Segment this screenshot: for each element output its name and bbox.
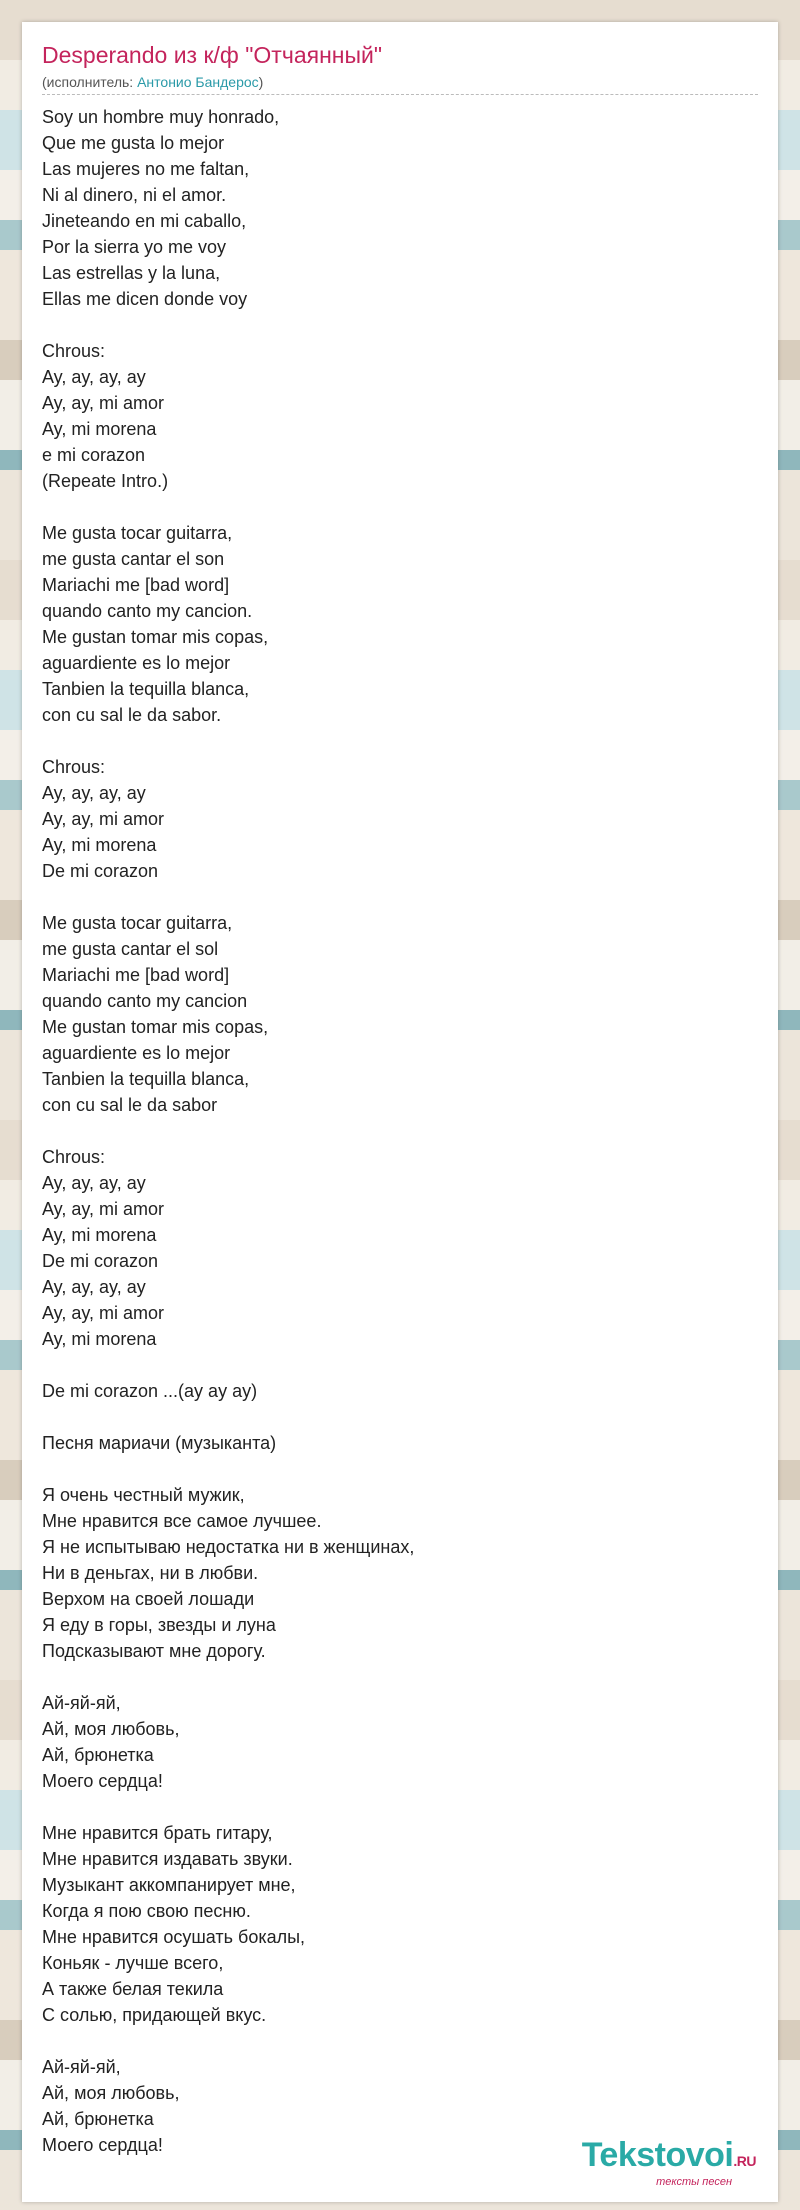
lyric-line: Ay, ay, ay, ay (42, 367, 146, 387)
lyric-line: Подсказывают мне дорогу. (42, 1641, 266, 1661)
lyric-line: Верхом на своей лошади (42, 1589, 255, 1609)
lyric-line: Я не испытываю недостатка ни в женщинах, (42, 1537, 415, 1557)
lyric-line: Моего сердца! (42, 1771, 163, 1791)
lyric-line: Me gusta tocar guitarra, (42, 913, 233, 933)
lyric-line: aguardiente es lo mejor (42, 653, 231, 673)
lyric-blank-line (42, 1118, 742, 1144)
lyric-line: Chrous: (42, 341, 106, 361)
lyric-line: con cu sal le da sabor (42, 1095, 218, 1115)
lyric-line: Ay, ay, mi amor (42, 1199, 165, 1219)
lyric-line: Ай-яй-яй, (42, 2057, 121, 2077)
lyric-line: Mariachi me [bad word] (42, 575, 230, 595)
lyric-line: Ay, ay, mi amor (42, 393, 165, 413)
artist-line (42, 74, 263, 90)
lyric-line: Chrous: (42, 1147, 106, 1167)
lyric-line: Las mujeres no me faltan, (42, 159, 250, 179)
lyric-line: Tanbien la tequilla blanca, (42, 1069, 250, 1089)
lyric-line: Ay, ay, mi amor (42, 1303, 165, 1323)
title-divider (42, 94, 758, 95)
lyric-line: quando canto my cancion (42, 991, 248, 1011)
lyric-line: Мне нравится издавать звуки. (42, 1849, 293, 1869)
logo-brand: Tekstovoi (581, 2136, 734, 2174)
lyric-line: Ay, mi morena (42, 419, 157, 439)
lyrics-card (22, 22, 778, 2202)
lyrics-body (42, 104, 742, 2158)
lyric-line: Когда я пою свою песню. (42, 1901, 251, 1921)
lyric-line: Мне нравится осушать бокалы, (42, 1927, 306, 1947)
lyric-line: Ay, ay, mi amor (42, 809, 165, 829)
lyric-line: me gusta cantar el son (42, 549, 225, 569)
lyric-blank-line (42, 494, 742, 520)
lyric-line: Ай, моя любовь, (42, 2083, 180, 2103)
lyric-line: Ай, моя любовь, (42, 1719, 180, 1739)
lyric-line: Я еду в горы, звезды и луна (42, 1615, 276, 1635)
lyric-line: aguardiente es lo mejor (42, 1043, 231, 1063)
lyric-line: Ay, mi morena (42, 1329, 157, 1349)
lyric-blank-line (42, 1664, 742, 1690)
lyric-line: me gusta cantar el sol (42, 939, 219, 959)
logo-tld: .RU (733, 2153, 756, 2169)
lyric-line: Песня мариачи (музыканта) (42, 1433, 277, 1453)
lyric-line: Ай, брюнетка (42, 1745, 154, 1765)
lyric-line: Por la sierra yo me voy (42, 237, 227, 257)
lyric-blank-line (42, 884, 742, 910)
lyric-line: Ай, брюнетка (42, 2109, 154, 2129)
lyric-line: Ay, ay, ay, ay (42, 1277, 146, 1297)
lyric-line: e mi corazon (42, 445, 146, 465)
lyric-line: Моего сердца! (42, 2135, 163, 2155)
lyric-line: Me gusta tocar guitarra, (42, 523, 233, 543)
lyric-blank-line (42, 2028, 742, 2054)
lyric-line: Mariachi me [bad word] (42, 965, 230, 985)
lyric-line: Коньяк - лучше всего, (42, 1953, 224, 1973)
site-logo[interactable] (582, 2138, 756, 2188)
logo-tagline: тексты песен (656, 2176, 732, 2188)
lyric-line: С солью, придающей вкус. (42, 2005, 267, 2025)
lyric-line: Me gustan tomar mis copas, (42, 627, 269, 647)
lyric-line: Музыкант аккомпанирует мне, (42, 1875, 296, 1895)
lyric-line: Jineteando en mi caballo, (42, 211, 247, 231)
lyric-line: Ay, mi morena (42, 835, 157, 855)
lyric-line: Ни в деньгах, ни в любви. (42, 1563, 259, 1583)
lyric-line: Chrous: (42, 757, 106, 777)
lyric-line: con cu sal le da sabor. (42, 705, 222, 725)
artist-suffix: ) (258, 74, 264, 90)
logo-wordmark (582, 2138, 756, 2178)
lyric-blank-line (42, 1456, 742, 1482)
lyric-line: А также белая текила (42, 1979, 224, 1999)
lyric-line: Мне нравится брать гитару, (42, 1823, 273, 1843)
lyric-blank-line (42, 728, 742, 754)
lyric-line: Ay, ay, ay, ay (42, 783, 146, 803)
lyric-line: De mi corazon (42, 861, 159, 881)
lyric-blank-line (42, 1404, 742, 1430)
lyric-line: Ellas me dicen donde voy (42, 289, 248, 309)
lyric-line: Ay, mi morena (42, 1225, 157, 1245)
lyric-line: Мне нравится все самое лучшее. (42, 1511, 322, 1531)
lyric-line: Я очень честный мужик, (42, 1485, 245, 1505)
lyric-line: Tanbien la tequilla blanca, (42, 679, 250, 699)
lyric-blank-line (42, 1794, 742, 1820)
lyric-line: (Repeate Intro.) (42, 471, 169, 491)
lyric-line: Ni al dinero, ni el amor. (42, 185, 227, 205)
lyric-line: quando canto my cancion. (42, 601, 253, 621)
lyric-line: Las estrellas y la luna, (42, 263, 221, 283)
artist-link[interactable]: Антонио Бандерос (137, 74, 259, 90)
lyric-line: Me gustan tomar mis copas, (42, 1017, 269, 1037)
song-title: Desperando из к/ф "Отчаянный" (42, 42, 383, 68)
artist-prefix: (исполнитель: (42, 74, 138, 90)
lyric-line: Ay, ay, ay, ay (42, 1173, 146, 1193)
lyric-line: Soy un hombre muy honrado, (42, 107, 280, 127)
lyric-line: De mi corazon ...(ay ay ay) (42, 1381, 258, 1401)
lyric-line: De mi corazon (42, 1251, 159, 1271)
lyric-blank-line (42, 1352, 742, 1378)
lyric-line: Ай-яй-яй, (42, 1693, 121, 1713)
lyric-blank-line (42, 312, 742, 338)
lyric-line: Que me gusta lo mejor (42, 133, 225, 153)
